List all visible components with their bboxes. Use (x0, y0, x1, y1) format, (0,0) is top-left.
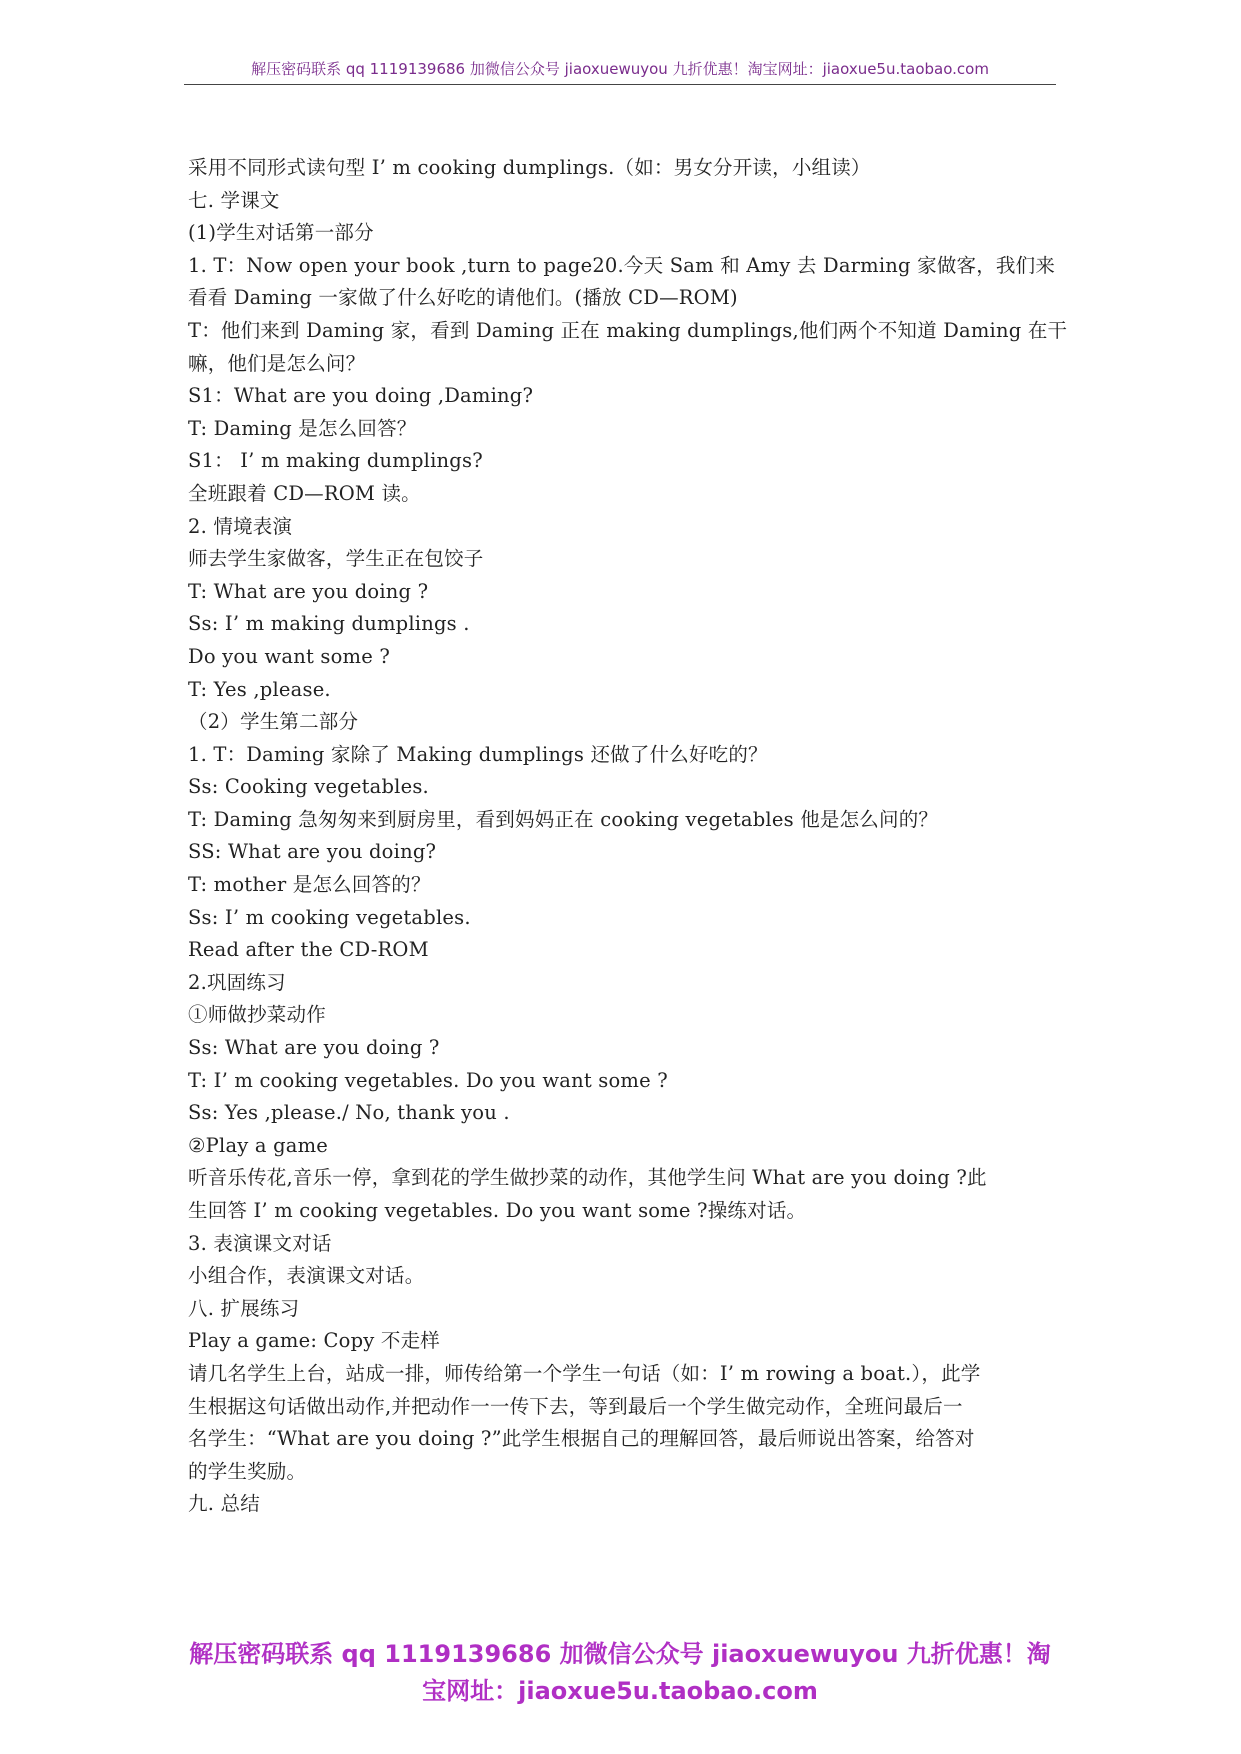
subsection-heading: (1)学生对话第一部分 (188, 221, 374, 245)
body-line: S1：What are you doing ,Daming? (188, 384, 534, 408)
body-line: 1. T：Now open your book ,turn to page20.今天 Sam 和 Amy 去 Darming 家做客，我们来 (188, 253, 1056, 277)
body-line: Ss: I’ m making dumplings . (188, 612, 470, 636)
body-line: Read after the CD-ROM (188, 938, 429, 962)
body-line: 生回答 I’ m cooking vegetables. Do you want some ?操练对话。 (188, 1199, 807, 1222)
subsection-heading: 3. 表演课文对话 (188, 1231, 332, 1255)
body-line: Ss: What are you doing ? (188, 1036, 440, 1060)
header-text: 解压密码联系 qq 1119139686 加微信公众号 jiaoxuewuyou 九折优惠！淘宝网址：jiaoxue5u.taobao.com (251, 60, 989, 78)
subsection-heading: （2）学生第二部分 (188, 710, 359, 734)
section-heading: 九. 总结 (188, 1492, 260, 1516)
body-line: 听音乐传花,音乐一停，拿到花的学生做抄菜的动作，其他学生问 What are you doing ?此 (188, 1166, 987, 1190)
body-line: SS: What are you doing? (188, 840, 437, 864)
footer-line-1: 解压密码联系 qq 1119139686 加微信公众号 jiaoxuewuyou 九折优惠！淘 (189, 1640, 1051, 1668)
page-header (184, 58, 1056, 85)
body-line: 请几名学生上台，站成一排，师传给第一个学生一句话（如：I’ m rowing a boat.），此学 (188, 1361, 981, 1385)
body-line: T: mother 是怎么回答的？ (188, 873, 431, 897)
body-line: 看看 Daming 一家做了什么好吃的请他们。(播放 CD—ROM) (188, 286, 738, 310)
body-line: ①师做抄菜动作 (188, 1003, 326, 1027)
subsection-heading: 2.巩固练习 (188, 970, 286, 994)
body-line: 采用不同形式读句型 I’ m cooking dumplings.（如：男女分开读，小组读） (188, 156, 871, 179)
body-line: Play a game: Copy 不走样 (188, 1329, 440, 1353)
section-heading: 七. 学课文 (188, 188, 280, 212)
body-line: 1. T：Daming 家除了 Making dumplings 还做了什么好吃的？ (188, 742, 768, 766)
body-line: S1： I’ m making dumplings? (188, 449, 483, 473)
body-line: T: Daming 是怎么回答？ (188, 416, 417, 440)
body-line: 小组合作，表演课文对话。 (188, 1264, 425, 1288)
body-line: T：他们来到 Daming 家，看到 Daming 正在 making dumplings,他们两个不知道 Daming 在干 (188, 318, 1068, 342)
body-line: 嘛，他们是怎么问？ (188, 351, 366, 375)
body-line: 生根据这句话做出动作,并把动作一一传下去，等到最后一个学生做完动作，全班问最后一 (188, 1394, 963, 1418)
body-line: Ss: I’ m cooking vegetables. (188, 905, 471, 929)
page-footer (170, 1636, 1070, 1710)
body-line: T: Daming 急匆匆来到厨房里，看到妈妈正在 cooking vegetables 他是怎么问的？ (188, 807, 939, 831)
body-line: Ss: Cooking vegetables. (188, 775, 429, 799)
section-heading: 八. 扩展练习 (188, 1296, 300, 1320)
body-line: Ss: Yes ,please./ No, thank you . (188, 1101, 510, 1125)
body-line: 名学生：“What are you doing ?”此学生根据自己的理解回答，最后师说出答案，给答对 (188, 1427, 975, 1451)
body-line: 的学生奖励。 (188, 1459, 307, 1483)
footer-line-2: 宝网址：jiaoxue5u.taobao.com (422, 1677, 818, 1705)
body-line: T: Yes ,please. (188, 677, 331, 701)
document-body (188, 152, 1068, 1521)
body-line: 全班跟着 CD—ROM 读。 (188, 481, 421, 505)
body-line: T: I’ m cooking vegetables. Do you want some ? (188, 1068, 668, 1092)
body-line: 师去学生家做客，学生正在包饺子 (188, 547, 484, 571)
body-line: T: What are you doing ? (188, 579, 429, 603)
body-line: Do you want some ? (188, 644, 391, 668)
subsection-heading: 2. 情境表演 (188, 514, 293, 538)
body-line: ②Play a game (188, 1133, 329, 1157)
